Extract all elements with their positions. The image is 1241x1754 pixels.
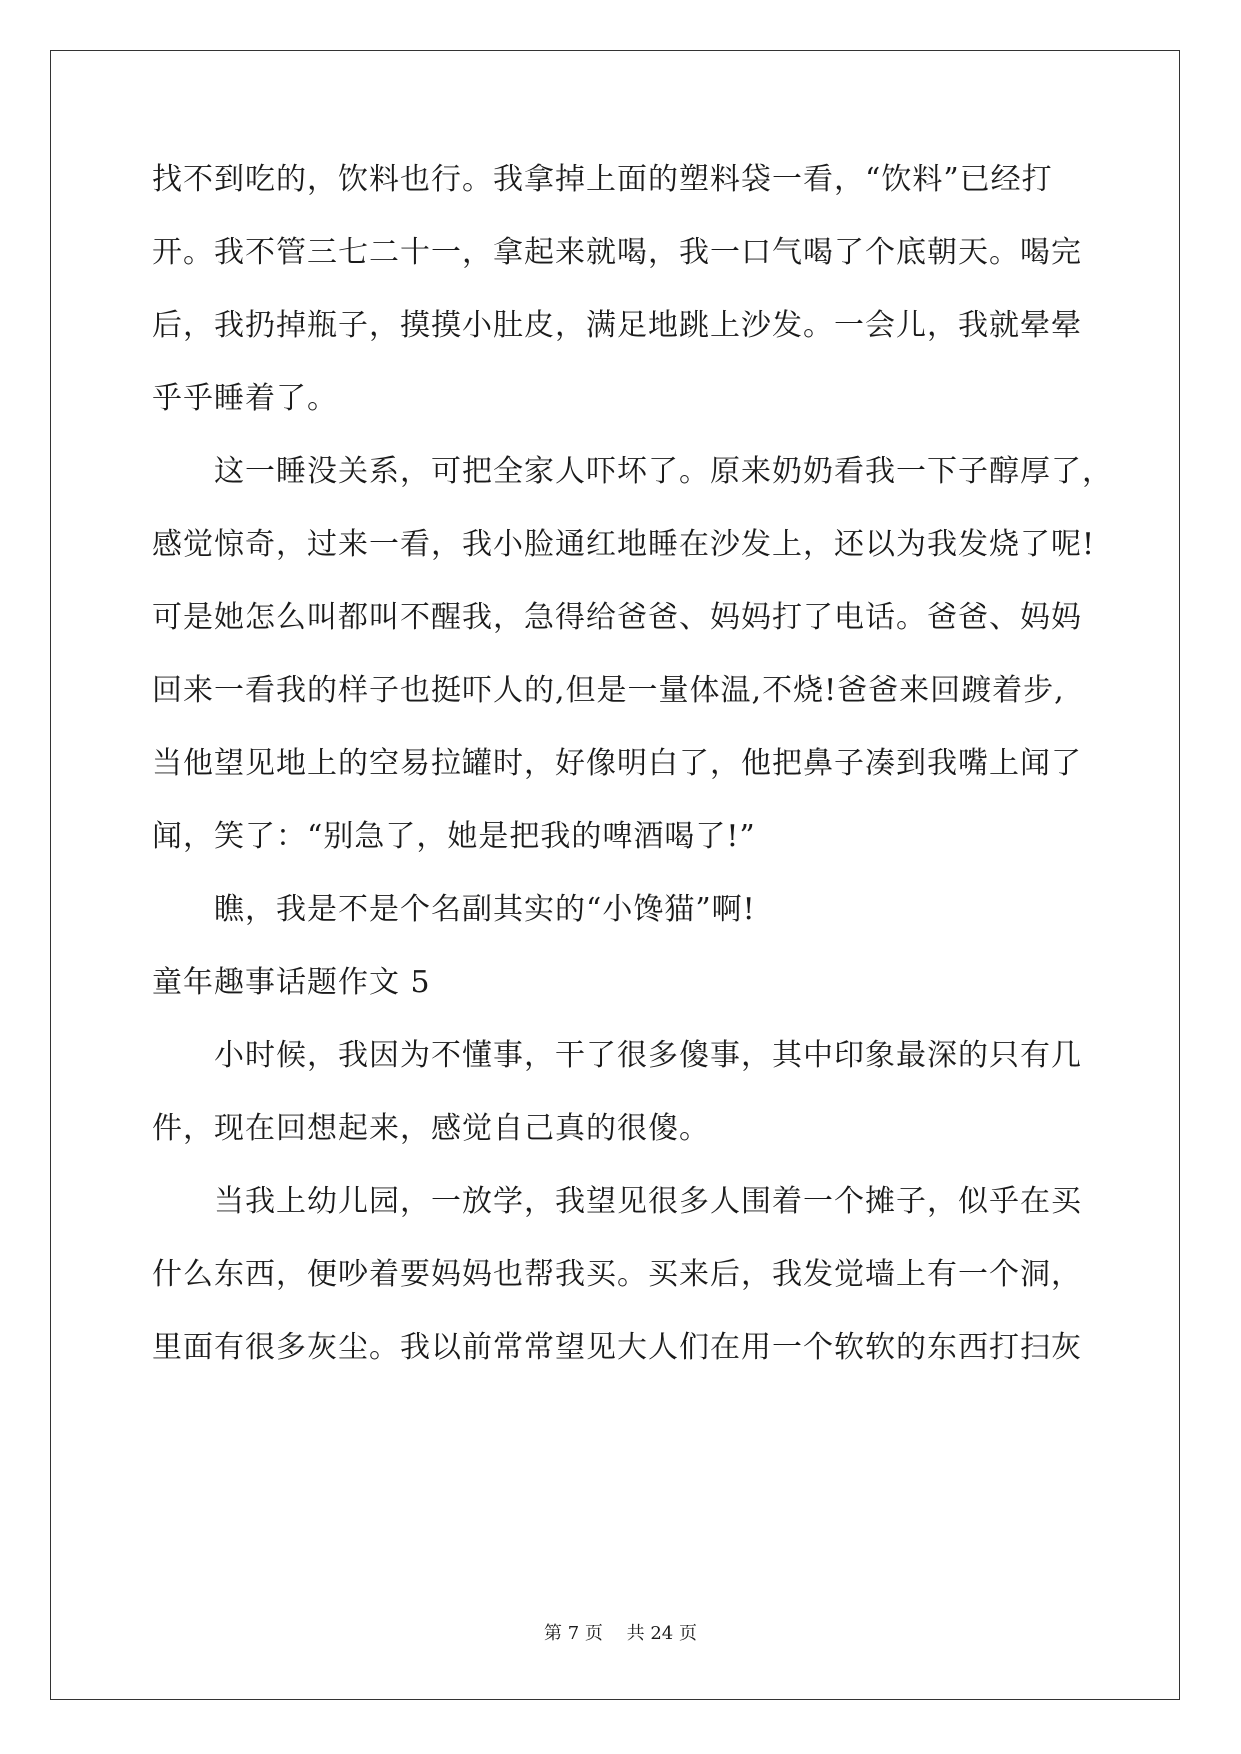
page-number-footer: 第 7 页 共 24 页 (544, 1623, 697, 1644)
section-heading: 童年趣事话题作文 5 (152, 965, 431, 1000)
text-line: 瞧，我是不是个名副其实的“小馋猫”啊! (152, 892, 756, 927)
text-line: 当我上幼儿园，一放学，我望见很多人围着一个摊子，似乎在买 (152, 1184, 1082, 1219)
text-line: 当他望见地上的空易拉罐时，好像明白了，他把鼻子凑到我嘴上闻了 (152, 746, 1082, 781)
text-line: 可是她怎么叫都叫不醒我，急得给爸爸、妈妈打了电话。爸爸、妈妈 (152, 600, 1082, 635)
text-line: 后，我扔掉瓶子，摸摸小肚皮，满足地跳上沙发。一会儿，我就晕晕 (152, 308, 1082, 343)
text-line: 乎乎睡着了。 (152, 381, 338, 416)
page-border (50, 50, 1180, 1700)
text-line: 件，现在回想起来，感觉自己真的很傻。 (152, 1111, 710, 1146)
text-line: 感觉惊奇，过来一看，我小脸通红地睡在沙发上，还以为我发烧了呢! (152, 527, 1096, 562)
text-line: 开。我不管三七二十一，拿起来就喝，我一口气喝了个底朝天。喝完 (152, 235, 1082, 270)
text-line: 回来一看我的样子也挺吓人的,但是一量体温,不烧!爸爸来回踱着步, (152, 673, 1065, 708)
text-line: 找不到吃的，饮料也行。我拿掉上面的塑料袋一看，“饮料”已经打 (152, 162, 1053, 197)
text-line: 小时候，我因为不懂事，干了很多傻事，其中印象最深的只有几 (152, 1038, 1082, 1073)
text-line: 闻，笑了：“别急了，她是把我的啤酒喝了!” (152, 819, 756, 854)
text-line: 什么东西，便吵着要妈妈也帮我买。买来后，我发觉墙上有一个洞， (152, 1257, 1082, 1292)
text-line: 这一睡没关系，可把全家人吓坏了。原来奶奶看我一下子醇厚了， (152, 454, 1113, 489)
text-line: 里面有很多灰尘。我以前常常望见大人们在用一个软软的东西打扫灰 (152, 1330, 1082, 1365)
